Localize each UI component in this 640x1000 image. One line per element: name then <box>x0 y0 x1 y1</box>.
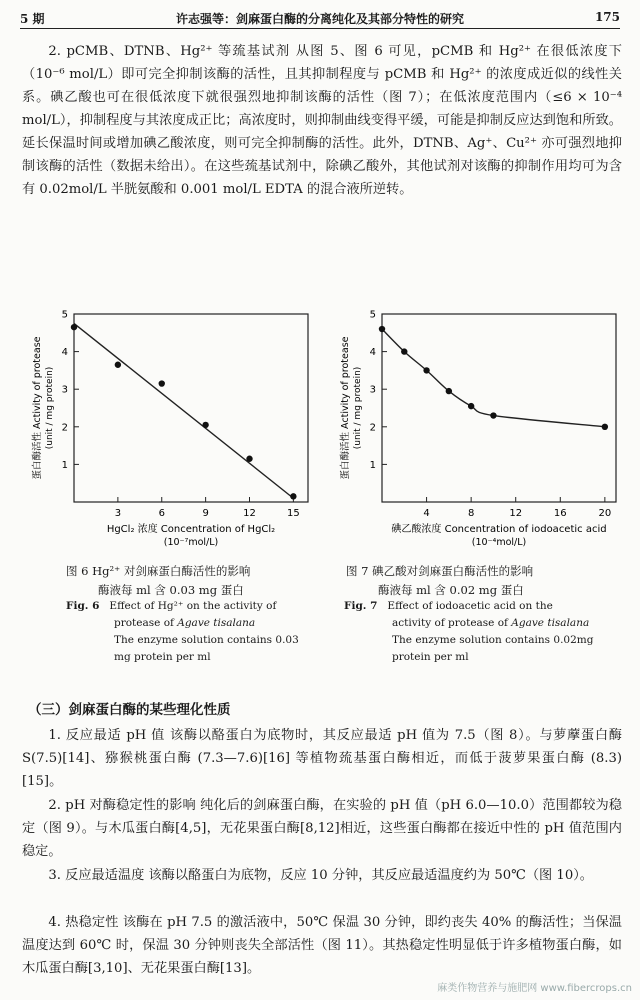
intro-paragraph: 2. pCMB、DTNB、Hg²⁺ 等巯基试剂 从图 5、图 6 可见，pCMB 和 Hg²⁺ 在很低浓度下（10⁻⁶ mol/L）即可完全抑制该酶的活性，且其抑制程度与 pCMB 和 Hg²⁺ 的浓度成近似的线性关系。碘乙酸也可在很低浓度下就很强烈地抑制该酶的活性（图 7）；在低浓度范围内（≤6 × 10⁻⁴ mol/L），抑制程度与其浓度成正比；高浓度时，则抑制曲线变得平缓，可能是抑制反应达到饱和所致。延长保温时间或增加碘乙酸浓度，则可完全抑制酶的活性。此外，DTNB、Ag⁺、Cu²⁺ 亦可强烈地抑制该酶的活性（数据未给出）。在这些巯基试剂中，除碘乙酸外，其他试剂对该酶的抑制作用均可为含有 0.02mol/L 半胱氨酸和 0.001 mol/L EDTA 的混合液所逆转。 <box>22 44 622 197</box>
fig7-en-line2b: Agave tisalana <box>511 617 590 629</box>
y-tick-label: 5 <box>369 309 376 321</box>
data-point <box>159 380 165 386</box>
data-point <box>115 362 121 368</box>
section-paragraph-1: 1. 反应最适 pH 值 该酶以酪蛋白为底物时，其反应最适 pH 值为 7.5（图 8）。与萝藦蛋白酶 S(7.5)[14]、猕猴桃蛋白酶 (7.3—7.6)[16] 等植物巯基蛋白酶相近，而低于菠萝果蛋白酶 (8.3)[15]。 <box>22 728 622 789</box>
section-paragraph-4: 4. 热稳定性 该酶在 pH 7.5 的激活液中，50℃ 保温 30 分钟，即约丧失 40% 的酶活性；当保温温度达到 60℃ 时，保温 30 分钟则丧失全部活性（图 11）。其热稳定性明显低于许多植物蛋白酶，如木瓜蛋白酶[3,10]、无花果蛋白酶[13]。 <box>22 915 622 976</box>
fig6-caption-cn-note: 酶液每 ml 含 0.03 mg 蛋白 <box>98 583 244 597</box>
fig7-caption-cn-title: 图 7 碘乙酸对剑麻蛋白酶活性的影响 <box>346 564 534 578</box>
fig6-en-line1: Effect of Hg²⁺ on the activity of <box>109 600 277 612</box>
data-point <box>246 456 252 462</box>
x-tick-label: 4 <box>423 508 430 519</box>
x-tick-label: 12 <box>243 508 256 519</box>
running-title: 许志强等：剑麻蛋白酶的分离纯化及其部分特性的研究 <box>175 12 464 26</box>
running-header <box>20 6 620 28</box>
fig6-label: Fig. 6 <box>66 600 100 612</box>
fig6-en-line2b: Agave tisalana <box>177 617 256 629</box>
x-tick-label: 12 <box>509 508 523 519</box>
plot-frame <box>74 314 308 502</box>
header-rule <box>20 28 620 29</box>
y-tick-label: 4 <box>369 347 376 359</box>
figure-7-svg <box>338 306 638 556</box>
data-point <box>290 493 296 499</box>
figure-7-chart <box>338 306 638 556</box>
data-point <box>446 388 452 394</box>
x-axis-unit: (10⁻⁴mol/L) <box>471 537 527 548</box>
x-tick-label: 9 <box>202 508 209 519</box>
fig6-en-line3: The enzyme solution contains 0.03 <box>114 634 299 646</box>
x-axis-unit: (10⁻⁷mol/L) <box>163 537 219 548</box>
series-line <box>382 329 605 427</box>
y-axis-unit: (unit / mg protein) <box>353 366 363 450</box>
fig6-en-line2a: protease of <box>114 617 178 629</box>
y-tick-label: 2 <box>369 422 376 434</box>
figure-6-svg <box>30 306 330 556</box>
fig7-en-line1: Effect of iodoacetic acid on the <box>387 600 553 612</box>
issue-number: 5 期 <box>20 12 45 26</box>
y-axis-label: 蛋白酶活性 Activity of protease <box>32 336 43 480</box>
y-tick-label: 3 <box>369 384 376 396</box>
page-number: 175 <box>594 10 620 24</box>
series-line <box>74 323 293 498</box>
x-tick-label: 15 <box>287 508 300 519</box>
x-axis-label: 碘乙酸浓度 Concentration of iodoacetic acid <box>391 524 607 535</box>
data-point <box>401 348 407 354</box>
fig7-caption-cn-note: 酶液每 ml 含 0.02 mg 蛋白 <box>378 583 524 597</box>
section-heading: （三）剑麻蛋白酶的某些理化性质 <box>28 702 231 718</box>
fig7-label: Fig. 7 <box>344 600 378 612</box>
x-tick-label: 20 <box>598 508 612 519</box>
x-tick-label: 3 <box>114 508 122 519</box>
fig7-en-line4: protein per ml <box>392 651 469 663</box>
data-point <box>468 403 474 409</box>
y-tick-label: 1 <box>369 459 376 471</box>
figure-6-chart <box>30 306 330 556</box>
site-watermark: 麻类作物营养与施肥网 www.fibercrops.cn <box>437 983 632 994</box>
y-tick-label: 5 <box>61 309 68 321</box>
fig6-en-line4: mg protein per ml <box>114 651 211 663</box>
figure-6-caption <box>66 562 326 600</box>
x-tick-label: 8 <box>467 508 475 519</box>
figure-7-caption-en <box>344 598 629 666</box>
data-point <box>379 326 385 332</box>
figure-6-caption-en <box>66 598 336 666</box>
data-point <box>202 422 208 428</box>
x-axis-label: HgCl₂ 浓度 Concentration of HgCl₂ <box>106 524 276 535</box>
data-point <box>71 324 77 330</box>
y-axis-unit: (unit / mg protein) <box>45 366 55 450</box>
y-tick-label: 4 <box>61 347 68 359</box>
fig6-caption-cn-title: 图 6 Hg²⁺ 对剑麻蛋白酶活性的影响 <box>66 564 251 578</box>
y-tick-label: 3 <box>61 384 68 396</box>
y-tick-label: 1 <box>61 459 68 471</box>
section-paragraph-2: 2. pH 对酶稳定性的影响 纯化后的剑麻蛋白酶，在实验的 pH 值（pH 6.0—10.0）范围都较为稳定（图 9）。与木瓜蛋白酶[4,5]，无花果蛋白酶[8,12]相近，这些蛋白酶都在接近中性的 pH 值范围内稳定。 <box>22 798 622 859</box>
fig7-en-line3: The enzyme solution contains 0.02mg <box>392 634 594 646</box>
x-tick-label: 16 <box>553 508 567 519</box>
x-tick-label: 6 <box>158 508 165 519</box>
section-paragraph-3: 3. 反应最适温度 该酶以酪蛋白为底物，反应 10 分钟，其反应最适温度约为 50℃（图 10）。 <box>48 868 593 883</box>
y-tick-label: 2 <box>61 422 68 434</box>
data-point <box>490 412 496 418</box>
plot-frame <box>382 314 616 502</box>
y-axis-label: 蛋白酶活性 Activity of protease <box>340 336 351 480</box>
fig7-en-line2a: activity of protease of <box>392 617 512 629</box>
figure-7-caption <box>346 562 626 600</box>
data-point <box>602 424 608 430</box>
data-point <box>423 367 429 373</box>
